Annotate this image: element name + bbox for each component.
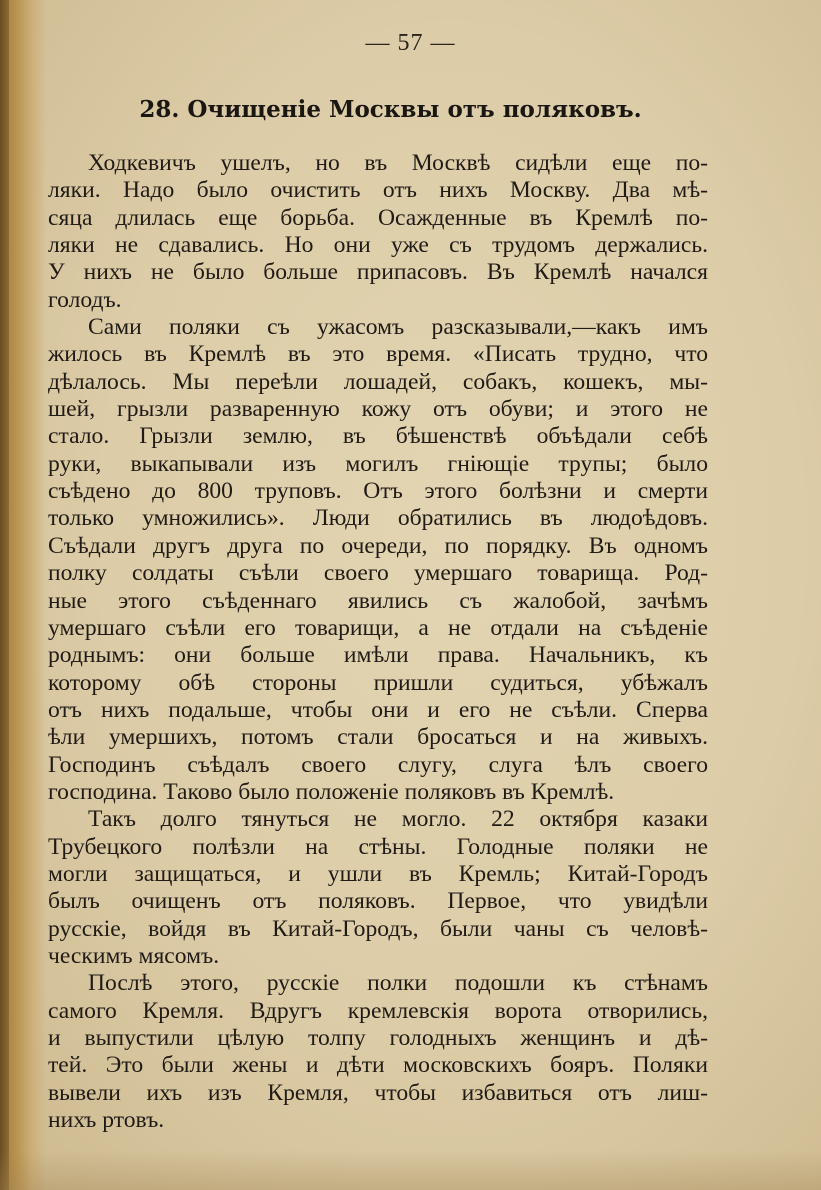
paragraph-4 <box>48 970 708 1134</box>
text-line: сяца длилась еще борьба. Осажденные въ Кремлѣ по- <box>48 204 708 231</box>
page-number: — 57 — <box>365 30 456 56</box>
page-bottom-shade <box>0 1150 821 1190</box>
chapter-title: 28. Очищеніе Москвы отъ поляковъ. <box>139 96 642 123</box>
text-line: только умножились». Люди обратились въ людоѣдовъ. <box>48 505 708 532</box>
text-line: ческимъ мясомъ. <box>48 942 220 969</box>
text-line: могли защищаться, и ушли въ Кремль; Китай-Городъ <box>48 860 708 887</box>
text-line: господина. Таково было положеніе поляковъ въ Кремлѣ. <box>48 778 615 805</box>
text-line: ляки. Надо было очистить отъ нихъ Москву. Два мѣ- <box>48 177 708 204</box>
text-line: Господинъ съѣдалъ своего слугу, слуга ѣлъ своего <box>48 751 708 778</box>
text-line: стало. Грызли землю, въ бѣшенствѣ объѣдали себѣ <box>48 423 708 450</box>
text-line: ѣли умершихъ, потомъ стали бросаться и на живыхъ. <box>48 724 708 751</box>
text-line: умершаго съѣли его товарищи, а не отдали на съѣденіе <box>48 614 708 641</box>
text-line: самого Кремля. Вдругъ кремлевскія ворота отворились, <box>48 997 708 1024</box>
text-line: и выпустили цѣлую толпу голодныхъ женщинъ и дѣ- <box>48 1025 708 1051</box>
text-line: съѣдено до 800 труповъ. Отъ этого болѣзни и смерти <box>48 478 708 505</box>
text-line: которому обѣ стороны пришли судиться, убѣжалъ <box>48 669 708 696</box>
paragraph-2 <box>48 314 708 806</box>
text-line: Съѣдали другъ друга по очереди, по порядку. Въ одномъ <box>48 532 708 559</box>
book-spine-shadow <box>0 0 46 1190</box>
text-line: Ходкевичъ ушелъ, но въ Москвѣ сидѣли еще по- <box>88 150 708 176</box>
paragraph-1 <box>48 150 708 314</box>
text-line: отъ нихъ подальше, чтобы они и его не съѣли. Сперва <box>48 696 708 723</box>
text-line: Сами поляки съ ужасомъ разсказывали,—какъ имъ <box>88 314 708 341</box>
text-line: шей, грызли разваренную кожу отъ обуви; и этого не <box>48 396 708 423</box>
text-line: Такъ долго тянуться не могло. 22 октября казаки <box>88 806 708 833</box>
text-line: дѣлалось. Мы переѣли лошадей, собакъ, кошекъ, мы- <box>48 368 708 395</box>
text-line: ляки не сдавались. Но они уже съ трудомъ держались. <box>48 232 708 259</box>
text-line: жилось въ Кремлѣ въ это время. «Писать трудно, что <box>48 341 708 368</box>
paragraph-3 <box>48 806 708 970</box>
text-line: У нихъ не было больше припасовъ. Въ Кремлѣ начался <box>48 259 708 286</box>
text-line: нихъ ртовъ. <box>48 1107 165 1134</box>
text-line: тей. Это были жены и дѣти московскихъ бояръ. Поляки <box>48 1052 708 1079</box>
text-line: Послѣ этого, русскіе полки подошли къ стѣнамъ <box>88 970 708 997</box>
text-line: былъ очищенъ отъ поляковъ. Первое, что увидѣли <box>48 888 708 915</box>
text-line: руки, выкапывали изъ могилъ гніющіе трупы; было <box>48 450 708 477</box>
text-line: полку солдаты съѣли своего умершаго товарища. Род- <box>48 560 708 587</box>
book-spine-edge <box>0 0 9 1190</box>
text-line: Трубецкого полѣзли на стѣны. Голодные поляки не <box>48 833 708 860</box>
text-line: вывели ихъ изъ Кремля, чтобы избавиться отъ лиш- <box>48 1079 708 1106</box>
text-line: роднымъ: они больше имѣли права. Начальникъ, къ <box>48 642 708 669</box>
chapter-body <box>48 150 708 1134</box>
text-line: ные этого съѣденнаго явились съ жалобой, зачѣмъ <box>48 587 708 614</box>
text-line: русскіе, войдя въ Китай-Городъ, были чаны съ человѣ- <box>48 915 708 942</box>
text-line: голодъ. <box>48 286 122 313</box>
